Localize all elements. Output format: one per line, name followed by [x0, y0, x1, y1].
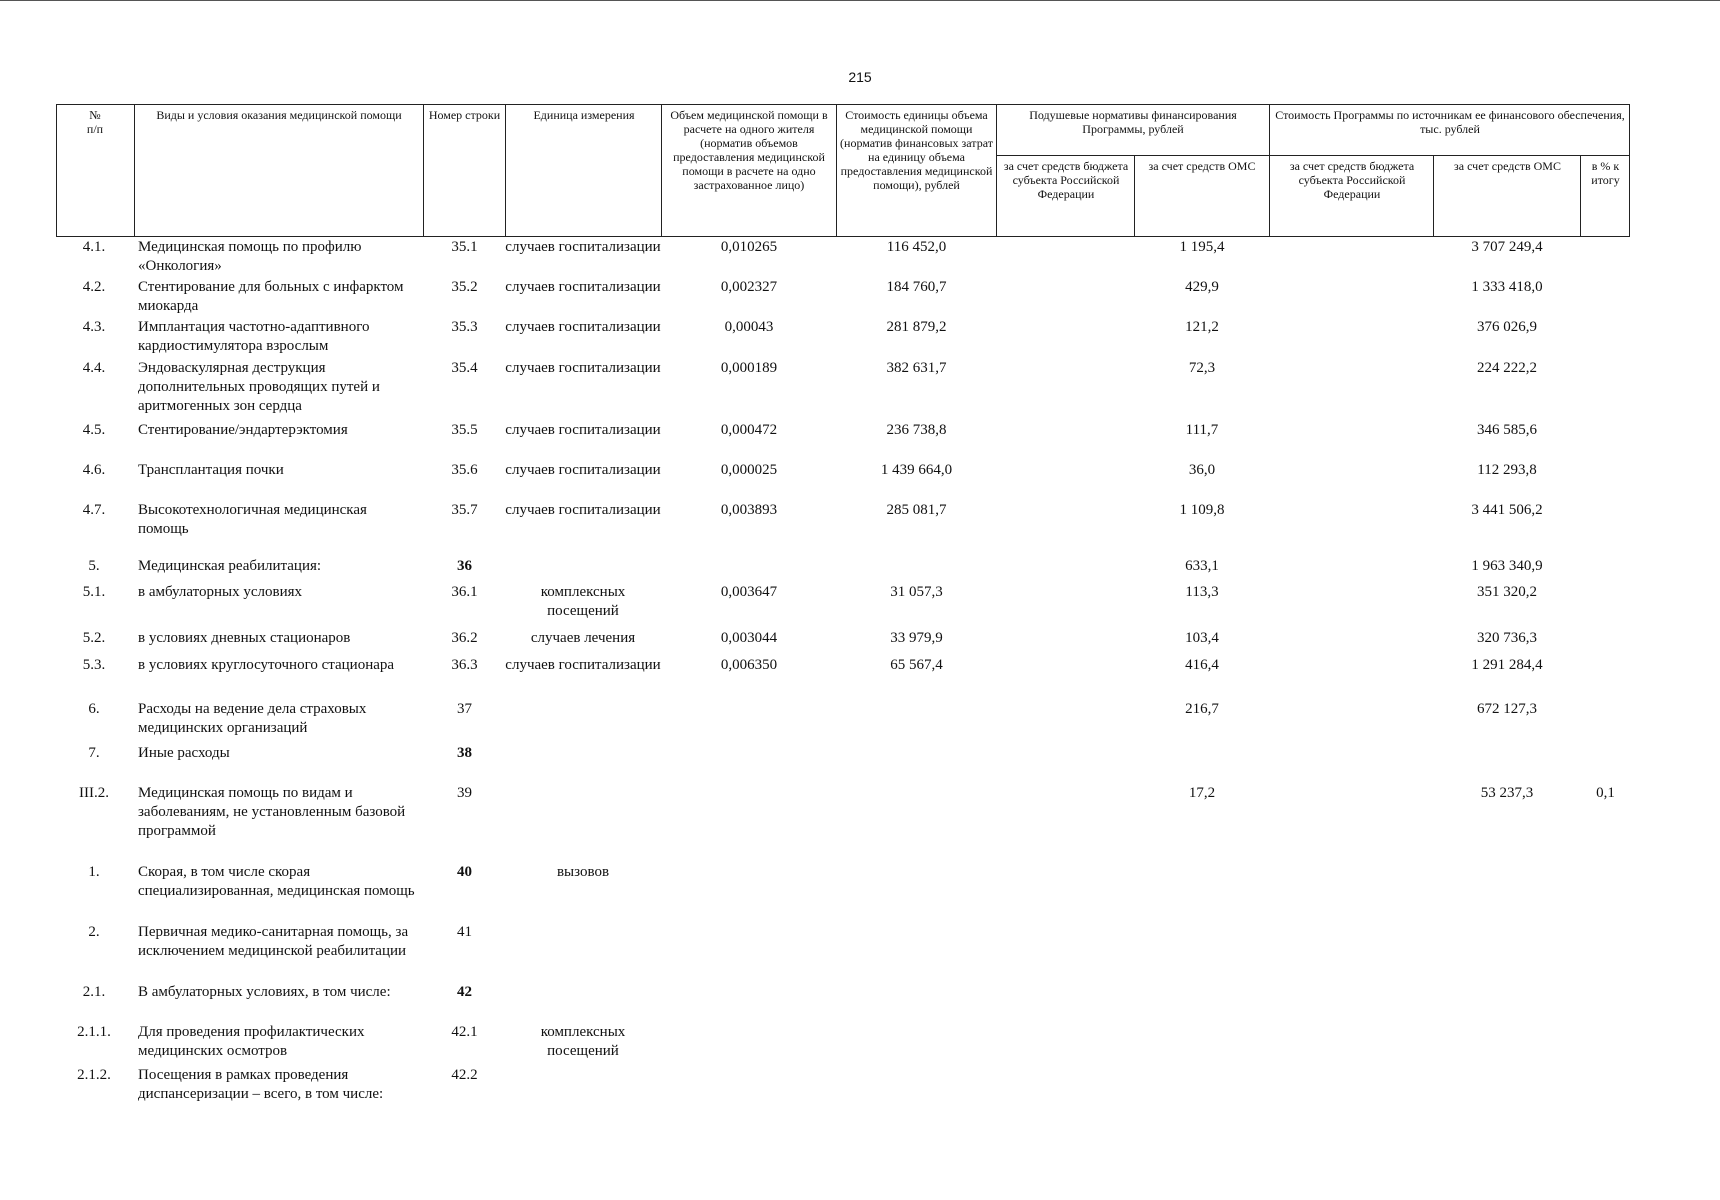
header-program-budget: за счет средств бюджета субъекта Российской Федерации — [1289, 159, 1415, 201]
cell-unit: случаев госпитализации — [505, 279, 661, 295]
col-border — [423, 104, 424, 236]
cell-name: Высокотехнологичная медицинская помощь — [138, 502, 367, 537]
cell-vol: 0,000025 — [720, 462, 778, 478]
header-per-capita: Подушевые нормативы финансирования Программы, рублей — [1029, 108, 1237, 136]
cell-unit: случаев госпитализации — [505, 239, 661, 255]
cell-oms: 72,3 — [1188, 360, 1216, 376]
cell-unit: случаев госпитализации — [505, 657, 661, 673]
cell-prog_oms: 320 736,3 — [1477, 630, 1537, 646]
cell-name: Стентирование для больных с инфарктом миокарда — [138, 279, 404, 314]
cell-num: 4.7. — [82, 502, 106, 518]
cell-code: 36.3 — [451, 657, 478, 673]
cell-code: 35.2 — [451, 279, 478, 295]
cell-oms: 1 109,8 — [1179, 502, 1225, 518]
cell-code: 42.2 — [451, 1067, 478, 1083]
cell-code: 42 — [457, 984, 472, 1000]
cell-cost: 184 760,7 — [886, 279, 947, 295]
cell-prog_oms: 224 222,2 — [1477, 360, 1537, 376]
cell-unit: случаев госпитализации — [505, 319, 661, 335]
col-border — [1134, 155, 1135, 236]
col-border — [996, 104, 997, 236]
cell-name: Первичная медико-санитарная помощь, за исключением медицинской реабилитации — [138, 924, 409, 959]
header-num: № п/п — [86, 108, 104, 136]
cell-code: 36.2 — [451, 630, 478, 646]
cell-name: Скорая, в том числе скорая специализированная, медицинская помощь — [138, 864, 415, 899]
cell-code: 36 — [457, 558, 472, 574]
cell-name: Эндоваскулярная деструкция дополнительных проводящих путей и аритмогенных зон сердца — [138, 360, 380, 414]
cell-prog_oms: 1 333 418,0 — [1471, 279, 1543, 295]
cell-name: Трансплантация почки — [138, 462, 284, 478]
header-program-oms: за счет средств ОМС — [1454, 159, 1561, 173]
cell-name: Имплантация частотно-адаптивного кардиостимулятора взрослым — [138, 319, 370, 354]
cell-vol: 0,003044 — [720, 630, 778, 646]
cell-num: 4.4. — [82, 360, 106, 376]
header-sub-rule — [996, 155, 1630, 156]
col-border — [1629, 104, 1630, 236]
cell-code: 37 — [457, 701, 472, 717]
cell-prog_oms: 3 441 506,2 — [1471, 502, 1543, 518]
cell-cost: 281 879,2 — [886, 319, 947, 335]
cell-num: 4.6. — [82, 462, 106, 478]
cell-name: Посещения в рамках проведения диспансеризации – всего, в том числе: — [138, 1067, 384, 1102]
cell-vol: 0,003647 — [720, 584, 778, 600]
header-cost: Стоимость единицы объема медицинской помощи (норматив финансовых затрат на единицу объема предоставления медицинской помощи), рублей — [840, 108, 993, 192]
cell-code: 35.3 — [451, 319, 478, 335]
cell-oms: 103,4 — [1185, 630, 1219, 646]
scan-top-edge — [0, 0, 1720, 1]
col-border — [661, 104, 662, 236]
cell-num: 2. — [88, 924, 100, 940]
cell-oms: 416,4 — [1185, 657, 1219, 673]
cell-cost: 31 057,3 — [890, 584, 943, 600]
cell-prog_oms: 351 320,2 — [1477, 584, 1537, 600]
header-volume: Объем медицинской помощи в расчете на одного жителя (норматив объемов предоставления медицинской помощи в расчете на одно застрахованное лицо) — [670, 108, 828, 192]
col-border — [836, 104, 837, 236]
cell-num: 5.2. — [82, 630, 106, 646]
col-border — [505, 104, 506, 236]
cell-oms: 121,2 — [1185, 319, 1219, 335]
header-bottom-rule — [56, 236, 1630, 237]
cell-name: Для проведения профилактических медицинских осмотров — [138, 1024, 365, 1059]
cell-prog_oms: 376 026,9 — [1477, 319, 1537, 335]
header-top-rule — [56, 104, 1630, 105]
cell-unit: случаев госпитализации — [505, 502, 661, 518]
cell-prog_oms: 3 707 249,4 — [1471, 239, 1543, 255]
cell-oms: 113,3 — [1185, 584, 1219, 600]
cell-vol: 0,002327 — [720, 279, 778, 295]
cell-prog_oms: 346 585,6 — [1477, 422, 1537, 438]
cell-prog_oms: 53 237,3 — [1480, 785, 1534, 801]
cell-vol: 0,000189 — [720, 360, 778, 376]
cell-num: 4.3. — [82, 319, 106, 335]
cell-name: в условиях дневных стационаров — [138, 630, 351, 646]
cell-cost: 236 738,8 — [886, 422, 947, 438]
cell-unit: комплексных посещений — [540, 584, 626, 619]
cell-vol: 0,006350 — [720, 657, 778, 673]
cell-unit: случаев лечения — [530, 630, 636, 646]
cell-code: 35.5 — [451, 422, 478, 438]
header-program-percent: в % к итогу — [1591, 159, 1620, 187]
cell-num: 2.1.1. — [77, 1024, 111, 1040]
cell-code: 39 — [457, 785, 472, 801]
cell-prog_oms: 1 963 340,9 — [1471, 558, 1543, 574]
cell-oms: 633,1 — [1185, 558, 1219, 574]
page-number: 215 — [848, 69, 872, 85]
cell-name: Медицинская помощь по профилю «Онкология» — [138, 239, 362, 274]
cell-cost: 285 081,7 — [886, 502, 947, 518]
cell-pct: 0,1 — [1596, 785, 1615, 801]
cell-num: 1. — [88, 864, 100, 880]
cell-num: 5. — [88, 558, 100, 574]
cell-unit: вызовов — [556, 864, 610, 880]
header-row-number: Номер строки — [428, 108, 501, 122]
cell-oms: 111,7 — [1185, 422, 1219, 438]
cell-name: Медицинская помощь по видам и заболеваниям, не установленным базовой программой — [138, 785, 406, 839]
cell-cost: 382 631,7 — [886, 360, 947, 376]
cell-name: В амбулаторных условиях, в том числе: — [138, 984, 391, 1000]
cell-code: 40 — [457, 864, 472, 880]
cell-name: Медицинская реабилитация: — [138, 558, 322, 574]
cell-num: 7. — [88, 745, 100, 761]
header-program-cost: Стоимость Программы по источникам ее финансового обеспечения, тыс. рублей — [1275, 108, 1625, 136]
col-border — [56, 104, 57, 236]
header-unit: Единица измерения — [533, 108, 635, 122]
cell-prog_oms: 112 293,8 — [1477, 462, 1537, 478]
cell-name: в амбулаторных условиях — [138, 584, 303, 600]
cell-oms: 17,2 — [1188, 785, 1216, 801]
header-per-capita-oms: за счет средств ОМС — [1148, 159, 1256, 173]
cell-vol: 0,00043 — [724, 319, 774, 335]
cell-num: 4.2. — [82, 279, 106, 295]
cell-vol: 0,003893 — [720, 502, 778, 518]
cell-num: 4.5. — [82, 422, 106, 438]
header-types: Виды и условия оказания медицинской помощи — [156, 108, 402, 122]
cell-unit: случаев госпитализации — [505, 360, 661, 376]
cell-name: в условиях круглосуточного стационара — [138, 657, 395, 673]
cell-oms: 36,0 — [1188, 462, 1216, 478]
cell-prog_oms: 672 127,3 — [1477, 701, 1537, 717]
header-per-capita-budget: за счет средств бюджета субъекта Российской Федерации — [1003, 159, 1129, 201]
cell-vol: 0,000472 — [720, 422, 778, 438]
cell-num: 5.3. — [82, 657, 106, 673]
cell-unit: случаев госпитализации — [505, 462, 661, 478]
cell-cost: 65 567,4 — [890, 657, 943, 673]
cell-vol: 0,010265 — [720, 239, 778, 255]
cell-num: 2.1. — [82, 984, 106, 1000]
cell-code: 35.1 — [451, 239, 478, 255]
cell-name: Иные расходы — [138, 745, 230, 761]
cell-code: 41 — [457, 924, 472, 940]
cell-num: III.2. — [79, 785, 109, 801]
cell-code: 35.6 — [451, 462, 478, 478]
cell-code: 36.1 — [451, 584, 478, 600]
cell-code: 35.4 — [451, 360, 478, 376]
col-border — [1580, 155, 1581, 236]
cell-code: 38 — [457, 745, 472, 761]
cell-num: 2.1.2. — [77, 1067, 111, 1083]
cell-code: 35.7 — [451, 502, 478, 518]
cell-code: 42.1 — [451, 1024, 478, 1040]
col-border — [1269, 104, 1270, 236]
col-border — [1433, 155, 1434, 236]
cell-oms: 216,7 — [1185, 701, 1219, 717]
cell-name: Расходы на ведение дела страховых медицинских организаций — [138, 701, 367, 736]
cell-oms: 1 195,4 — [1179, 239, 1225, 255]
cell-oms: 429,9 — [1185, 279, 1219, 295]
cell-unit: комплексных посещений — [540, 1024, 626, 1059]
col-border — [134, 104, 135, 236]
cell-num: 6. — [88, 701, 100, 717]
cell-cost: 116 452,0 — [886, 239, 947, 255]
cell-name: Стентирование/эндартерэктомия — [138, 422, 348, 438]
cell-unit: случаев госпитализации — [505, 422, 661, 438]
cell-num: 5.1. — [82, 584, 106, 600]
cell-prog_oms: 1 291 284,4 — [1471, 657, 1543, 673]
cell-cost: 1 439 664,0 — [880, 462, 953, 478]
cell-cost: 33 979,9 — [890, 630, 943, 646]
cell-num: 4.1. — [82, 239, 106, 255]
